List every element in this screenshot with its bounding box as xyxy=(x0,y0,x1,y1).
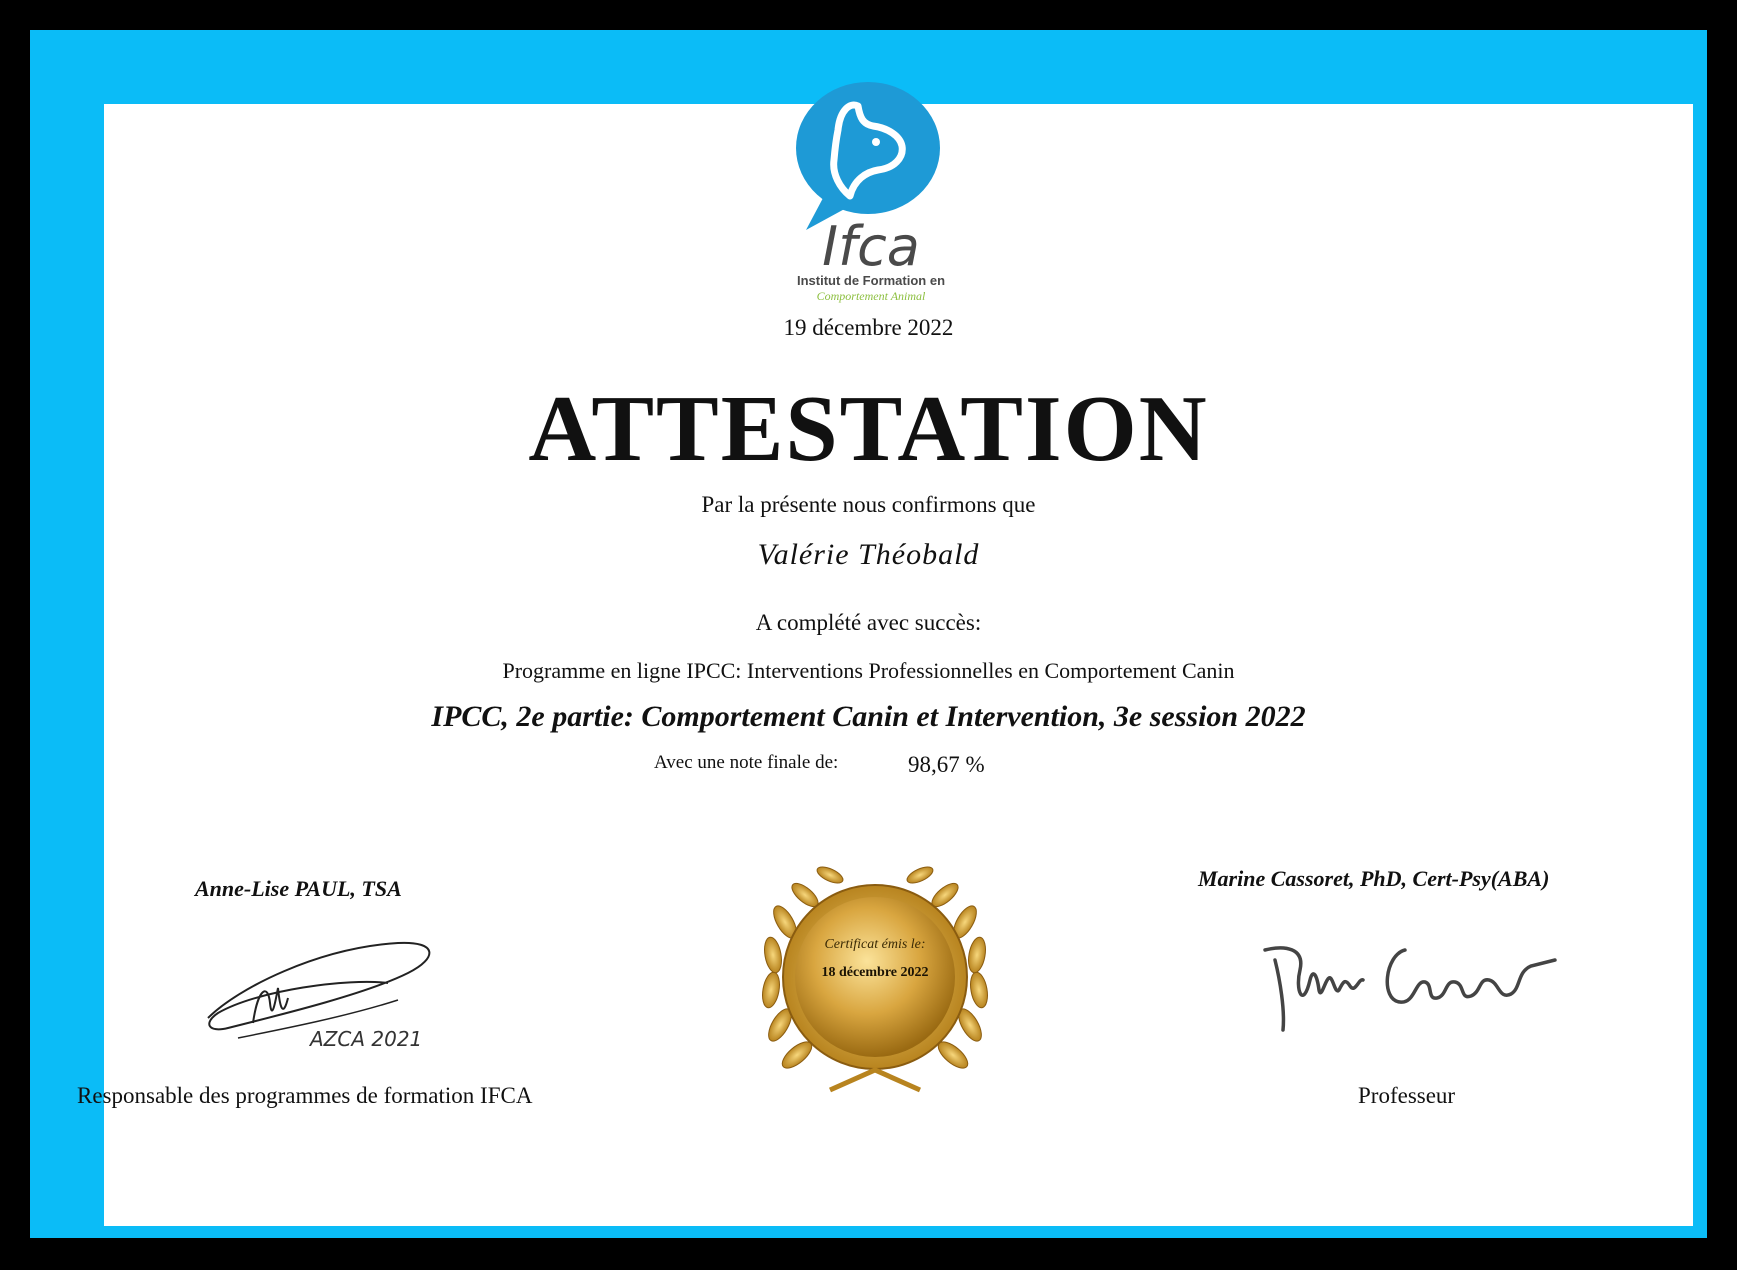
right-signatory-name: Marine Cassoret, PhD, Cert-Psy(ABA) xyxy=(1198,866,1550,891)
handwritten-signature-icon xyxy=(1255,920,1565,1040)
intro-text: Par la présente nous confirmons que xyxy=(701,492,1036,517)
right-signature xyxy=(1255,920,1565,1040)
grade-label: Avec une note finale de: xyxy=(654,752,839,773)
left-signatory-role: Responsable des programmes de formation IFCA xyxy=(77,1083,533,1108)
seal-issued-date: 18 décembre 2022 xyxy=(821,965,929,980)
svg-text:Ifca: Ifca xyxy=(822,215,920,278)
svg-text:Comportement Animal: Comportement Animal xyxy=(816,289,926,303)
ifca-logo xyxy=(768,80,978,305)
course-name: IPCC, 2e partie: Comportement Canin et Intervention, 3e session 2022 xyxy=(431,700,1306,733)
seal-issued-label: Certificat émis le: xyxy=(824,937,926,952)
certificate-title: ATTESTATION xyxy=(528,377,1209,481)
svg-text:Institut de Formation en: Institut de Formation en xyxy=(796,273,946,288)
grade-value: 98,67 % xyxy=(908,752,985,777)
left-signatory-name: Anne-Lise PAUL, TSA xyxy=(195,876,402,901)
recipient-name: Valérie Théobald xyxy=(757,538,980,571)
svg-text:AZCA 2021: AZCA 2021 xyxy=(310,1027,423,1051)
handwritten-signature-icon xyxy=(198,928,448,1058)
program-name: Programme en ligne IPCC: Interventions Professionnelles en Comportement Canin xyxy=(502,658,1235,683)
left-signature xyxy=(198,928,448,1058)
completed-text: A complété avec succès: xyxy=(755,610,982,635)
right-signatory-role: Professeur xyxy=(1358,1083,1456,1108)
issue-date: 19 décembre 2022 xyxy=(783,315,954,340)
dog-speech-bubble-icon xyxy=(768,80,978,305)
